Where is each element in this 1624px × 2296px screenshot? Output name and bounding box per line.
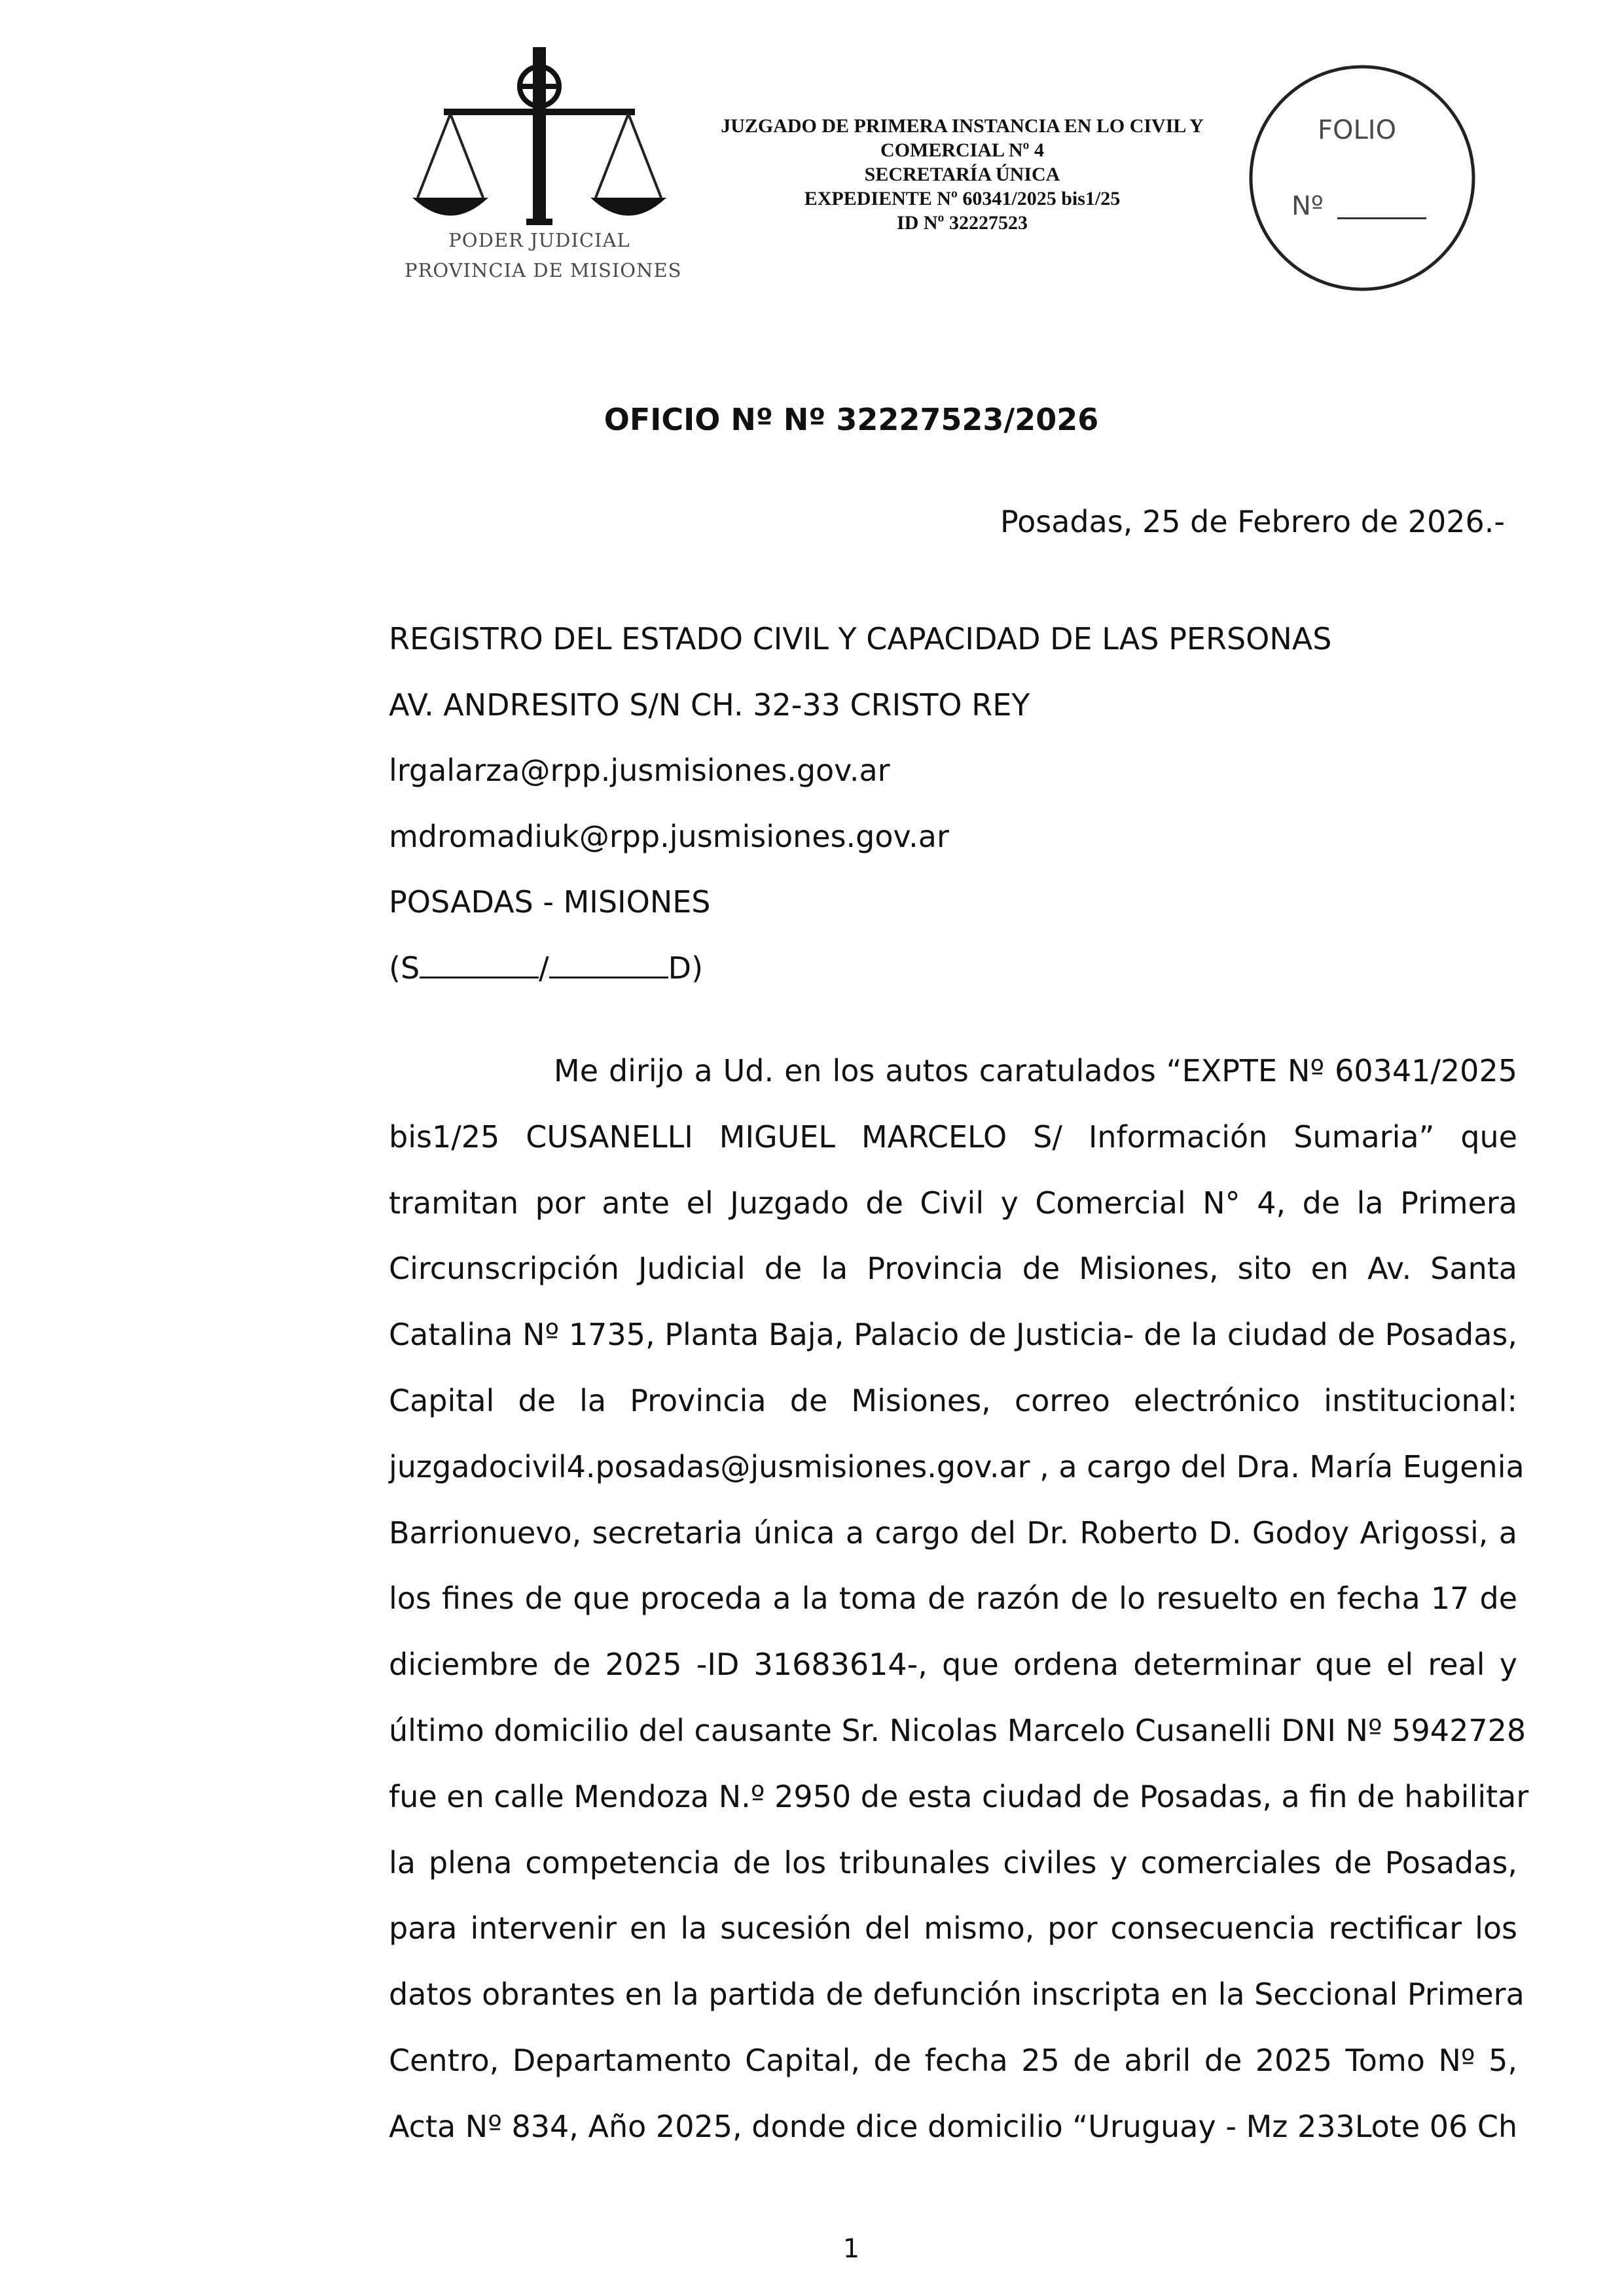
body-paragraph: [389, 1038, 1529, 2160]
court-header: [674, 114, 1250, 235]
body-line: Catalina Nº 1735, Planta Baja, Palacio de Justicia- de la ciudad de Posadas,: [389, 1317, 1517, 1353]
body-line: tramitan por ante el Juzgado de Civil y Comercial N° 4, de la Primera: [389, 1185, 1517, 1221]
body-line: juzgadocivil4.posadas@jusmisiones.gov.ar , a cargo del Dra. María Eugenia: [389, 1448, 1525, 1484]
oficio-title: OFICIO Nº Nº 32227523/2026: [604, 402, 1099, 437]
addressee-city: POSADAS - MISIONES: [389, 884, 711, 920]
court-logo: [405, 41, 682, 293]
body-line: los fines de que proceda a la toma de razón de lo resuelto en fecha 17 de: [389, 1581, 1517, 1617]
court-header-line: EXPEDIENTE Nº 60341/2025 bis1/25: [804, 188, 1121, 209]
body-line: último domicilio del causante Sr. Nicolas Marcelo Cusanelli DNI Nº 5942728: [389, 1712, 1526, 1748]
court-header-line: ID Nº 32227523: [897, 212, 1028, 234]
body-line: Barrionuevo, secretaria única a cargo del Dr. Roberto D. Godoy Arigossi, a: [389, 1515, 1517, 1551]
folio-number-label: Nº: [1291, 191, 1324, 221]
addressee-email-1: lrgalarza@rpp.jusmisiones.gov.ar: [389, 753, 890, 788]
salutation-blank-2: [549, 957, 668, 978]
body-line: Capital de la Provincia de Misiones, correo electrónico institucional:: [389, 1382, 1517, 1418]
body-line: Circunscripción Judicial de la Provincia de Misiones, sito en Av. Santa: [389, 1251, 1517, 1287]
page-number: 1: [842, 2234, 860, 2264]
addressee-block: [389, 606, 1331, 1001]
addressee-address: AV. ANDRESITO S/N CH. 32-33 CRISTO REY: [389, 687, 1030, 723]
salutation-close: D): [668, 950, 704, 986]
folio-stamp: [1247, 63, 1477, 293]
salutation-open: (S: [389, 950, 420, 986]
court-header-line: SECRETARÍA ÚNICA: [864, 164, 1060, 185]
body-line: bis1/25 CUSANELLI MIGUEL MARCELO S/ Información Sumaria” que: [389, 1119, 1517, 1155]
body-line: la plena competencia de los tribunales civiles y comerciales de Posadas,: [389, 1844, 1517, 1880]
folio-circle: [1247, 63, 1477, 293]
body-line: Acta Nº 834, Año 2025, donde dice domicilio “Uruguay - Mz 233Lote 06 Ch: [389, 2108, 1518, 2144]
addressee-name: REGISTRO DEL ESTADO CIVIL Y CAPACIDAD DE LAS PERSONAS: [389, 621, 1332, 656]
body-line: para intervenir en la sucesión del mismo, por consecuencia rectificar los: [389, 1910, 1517, 1946]
date-line: Posadas, 25 de Febrero de 2026.-: [1000, 504, 1505, 539]
folio-title: FOLIO: [1318, 115, 1397, 145]
body-line: diciembre de 2025 -ID 31683614-, que ordena determinar que el real y: [389, 1647, 1517, 1683]
salutation-separator: /: [539, 950, 549, 986]
logo-text-line2: PROVINCIA DE MISIONES: [405, 259, 682, 281]
salutation-line: [389, 935, 1331, 1001]
folio-number-blank: [1337, 217, 1426, 219]
scales-of-justice-icon: [405, 41, 674, 227]
body-line: Centro, Departamento Capital, de fecha 25 de abril de 2025 Tomo Nº 5,: [389, 2042, 1517, 2078]
addressee-email-2: mdromadiuk@rpp.jusmisiones.gov.ar: [389, 818, 949, 854]
body-line: fue en calle Mendoza N.º 2950 de esta ciudad de Posadas, a fin de habilitar: [389, 1778, 1529, 1814]
logo-text-line1: PODER JUDICIAL: [448, 229, 630, 251]
court-header-line: JUZGADO DE PRIMERA INSTANCIA EN LO CIVIL Y: [721, 115, 1204, 137]
body-line: datos obrantes en la partida de defunción inscripta en la Seccional Primera: [389, 1977, 1525, 2013]
court-header-line: COMERCIAL Nº 4: [880, 139, 1044, 161]
body-line: Me dirijo a Ud. en los autos caratulados “EXPTE Nº 60341/2025: [554, 1053, 1517, 1088]
salutation-blank-1: [420, 957, 539, 978]
